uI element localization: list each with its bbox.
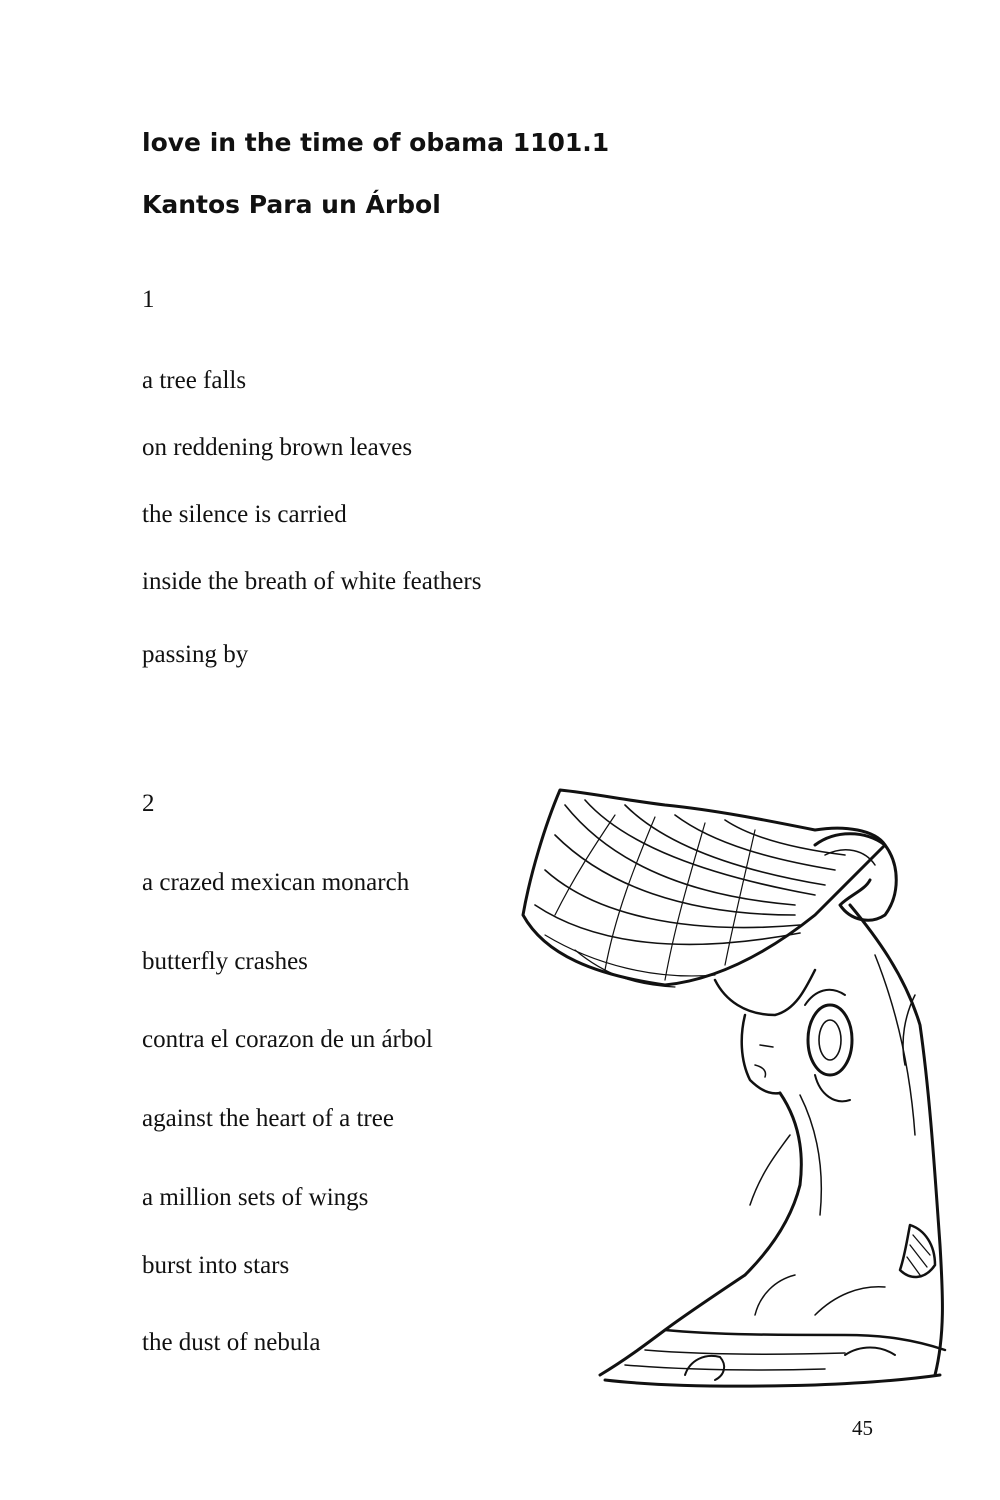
- poem-line: contra el corazon de un árbol: [142, 1026, 433, 1053]
- poem-line: on reddening brown leaves: [142, 434, 413, 461]
- winged-figure-illustration: [515, 775, 960, 1405]
- poem-line: the dust of nebula: [142, 1329, 321, 1356]
- poem-line: inside the breath of white feathers: [142, 568, 482, 595]
- poem-line: against the heart of a tree: [142, 1105, 394, 1132]
- section-number: 2: [142, 790, 155, 817]
- winged-figure-drawing: [515, 775, 960, 1405]
- poem-line: burst into stars: [142, 1252, 290, 1279]
- poem-line: a crazed mexican monarch: [142, 869, 410, 896]
- poem-subtitle: Kantos Para un Árbol: [142, 190, 441, 219]
- poem-line: passing by: [142, 641, 249, 668]
- poem-line: the silence is carried: [142, 501, 347, 528]
- section-number: 1: [142, 286, 155, 313]
- poem-line: a million sets of wings: [142, 1184, 369, 1211]
- poem-line: butterfly crashes: [142, 948, 308, 975]
- poem-line: a tree falls: [142, 367, 247, 394]
- page-number: 45: [852, 1416, 873, 1440]
- poem-title: love in the time of obama 1101.1: [142, 128, 610, 157]
